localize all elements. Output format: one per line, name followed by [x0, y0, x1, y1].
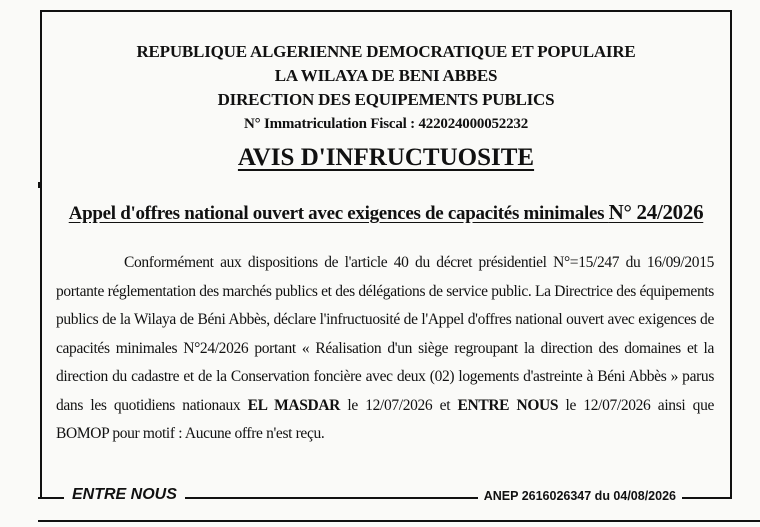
header-wilaya: LA WILAYA DE BENI ABBES [274, 66, 498, 85]
footer-anep-reference: ANEP 2616026347 du 04/08/2026 [478, 489, 682, 503]
bottom-rule [38, 520, 760, 522]
subtitle-number: N° 24/2026 [608, 200, 704, 224]
notice-frame [40, 10, 732, 498]
body-part2: le 12/07/2026 et [340, 396, 458, 414]
header-country: REPUBLIQUE ALGERIENNE DEMOCRATIQUE ET POPULAIRE [136, 42, 636, 61]
notice-subtitle [42, 200, 730, 225]
footer-publication: ENTRE NOUS [64, 486, 185, 504]
header-direction: DIRECTION DES EQUIPEMENTS PUBLICS [217, 90, 555, 109]
newspaper-entre-nous: ENTRE NOUS [457, 396, 559, 414]
notice-title: AVIS D'INFRUCTUOSITE [237, 144, 535, 171]
margin-mark [38, 182, 40, 188]
footer [38, 486, 732, 510]
subtitle-text: Appel d'offres national ouvert avec exigences de capacités minimales [68, 203, 609, 224]
body-part1: Conformément aux dispositions de l'article 40 du décret présidentiel N°=15/247 du 16/09/2015 portante réglementation des marchés publics et des délégations de service public. La Directrice des équipements publics de la Wilaya de Béni Abbès, déclare l'infructuosité de l'Appel d'offres national ouvert avec exigences de capacités minimales N°24/2026 portant « Réalisation d'un siège regroupant la direction des domaines et la direction du cadastre et de la Conservation foncière avec deux (02) logements d'astreinte à Béni Abbès » parus dans les quotidiens nationaux [56, 254, 714, 414]
newspaper-el-masdar: EL MASDAR [247, 396, 341, 414]
header-fiscal-number: N° Immatriculation Fiscal : 422024000052232 [243, 116, 529, 132]
header [42, 40, 730, 136]
body-part3: le 12/07/2026 ainsi que BOMOP pour motif : Aucune offre n'est reçu. [56, 396, 715, 442]
notice-body [56, 249, 714, 449]
